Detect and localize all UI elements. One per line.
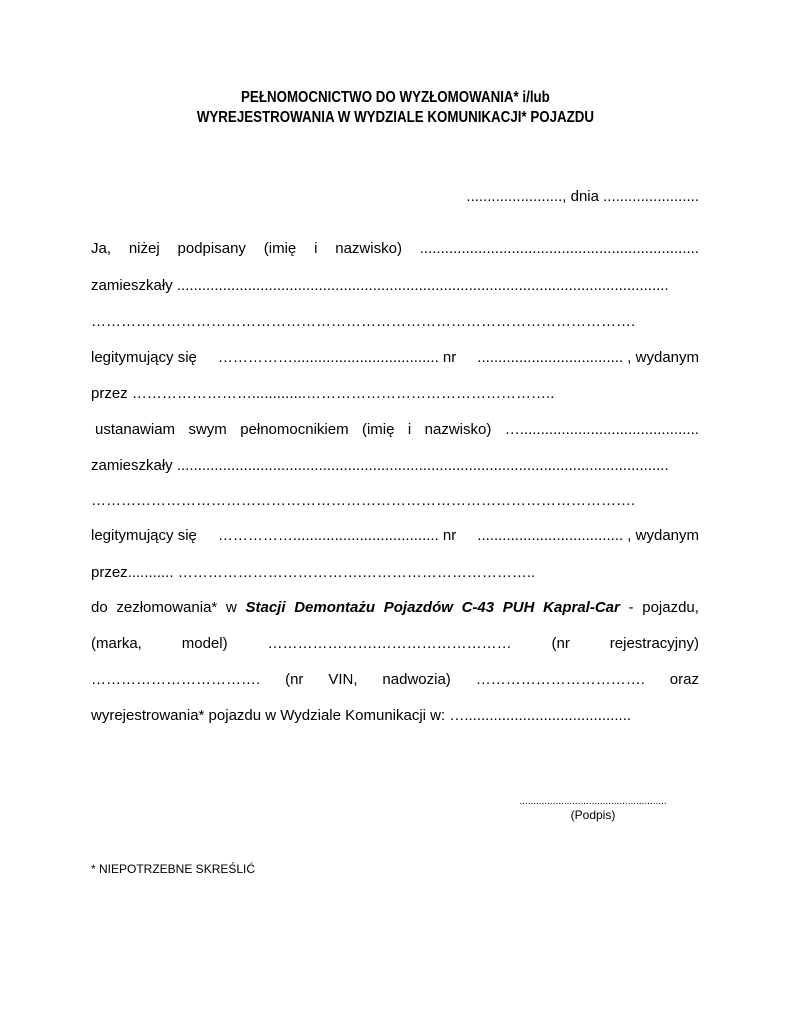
word: i (407, 421, 412, 438)
attorney-id-field[interactable]: ……………................................... nr (217, 527, 457, 544)
word: legitymujący się (91, 349, 197, 366)
attorney-name-line (95, 421, 699, 439)
principal-id-number-field[interactable]: ................................... , wydanym (477, 349, 699, 366)
word: i (314, 240, 318, 257)
station-name-word: Demontażu (294, 599, 376, 616)
word: pełnomocnikiem (240, 421, 349, 438)
word: (imię (263, 240, 297, 257)
vehicle-make-line (91, 635, 699, 653)
principal-name-field[interactable]: ................................................................... (419, 240, 699, 257)
word: (marka, (91, 635, 142, 652)
word: Ja, (91, 240, 112, 257)
scrapping-clause-line (91, 599, 699, 617)
attorney-id-line (91, 527, 699, 545)
word: w (225, 599, 237, 616)
attorney-address-cont-field[interactable]: ………………………………………………………………………………………………. (91, 492, 636, 509)
station-name-word: Kapral-Car (543, 599, 620, 616)
signature-field[interactable]: ..................................................... (519, 796, 667, 807)
word: (imię (361, 421, 395, 438)
word: oraz (669, 671, 699, 688)
station-name-word: Stacji (245, 599, 286, 616)
word: niżej (128, 240, 160, 257)
place-date-field[interactable]: ......................., dnia ....................... (466, 188, 699, 205)
word: - (628, 599, 634, 616)
station-name-word: PUH (502, 599, 535, 616)
word: nadwozia) (382, 671, 451, 688)
word: ustanawiam (95, 421, 176, 438)
word: podpisany (177, 240, 246, 257)
principal-address-cont-field[interactable]: ………………………………………………………………………………………………. (91, 313, 636, 330)
station-name-word: Pojazdów (383, 599, 453, 616)
deregistration-office-field[interactable]: wyrejestrowania* pojazdu w Wydziale Komunikacji w: …........................................ (91, 707, 632, 724)
word: zezłomowania* (116, 599, 218, 616)
word: (nr (551, 635, 570, 652)
word: (nr (285, 671, 304, 688)
principal-id-field[interactable]: ……………................................... nr (217, 349, 457, 366)
principal-address-field[interactable]: zamieszkały ...................................................................................................................... (91, 277, 669, 294)
word: swym (188, 421, 227, 438)
word: rejestracyjny) (609, 635, 699, 652)
vehicle-make-model-field[interactable]: ………………….……………………… (267, 635, 512, 652)
registration-number-field[interactable]: ……………………………. (91, 671, 261, 688)
vin-number-field[interactable]: ……………………………. (475, 671, 645, 688)
word: model) (181, 635, 228, 652)
word: nazwisko) (335, 240, 402, 257)
attorney-id-number-field[interactable]: ................................... , wydanym (477, 527, 699, 544)
document-title-line2: WYREJESTROWANIA W WYDZIALE KOMUNIKACJI* POJAZDU (196, 109, 595, 126)
vehicle-reg-vin-line (91, 671, 699, 689)
word: legitymujący się (91, 527, 197, 544)
attorney-issuer-field[interactable]: przez........... ……………………………….…………………………….. (91, 564, 536, 581)
word: nazwisko) (424, 421, 492, 438)
principal-name-line (91, 240, 699, 258)
word: VIN, (328, 671, 358, 688)
principal-issuer-field[interactable]: przez …………………….............………………………………………….. (91, 385, 555, 402)
word: do (91, 599, 108, 616)
footnote: * NIEPOTRZEBNE SKREŚLIĆ (91, 862, 256, 876)
signature-label: (Podpis) (570, 808, 616, 822)
station-name-word: C-43 (461, 599, 495, 616)
attorney-address-field[interactable]: zamieszkały ...................................................................................................................... (91, 457, 669, 474)
document-title-line1: PEŁNOMOCNICTWO DO WYZŁOMOWANIA* i/lub (241, 89, 550, 106)
principal-id-line (91, 349, 699, 367)
attorney-name-field[interactable]: …........................................... (504, 421, 699, 438)
word: pojazdu, (642, 599, 699, 616)
